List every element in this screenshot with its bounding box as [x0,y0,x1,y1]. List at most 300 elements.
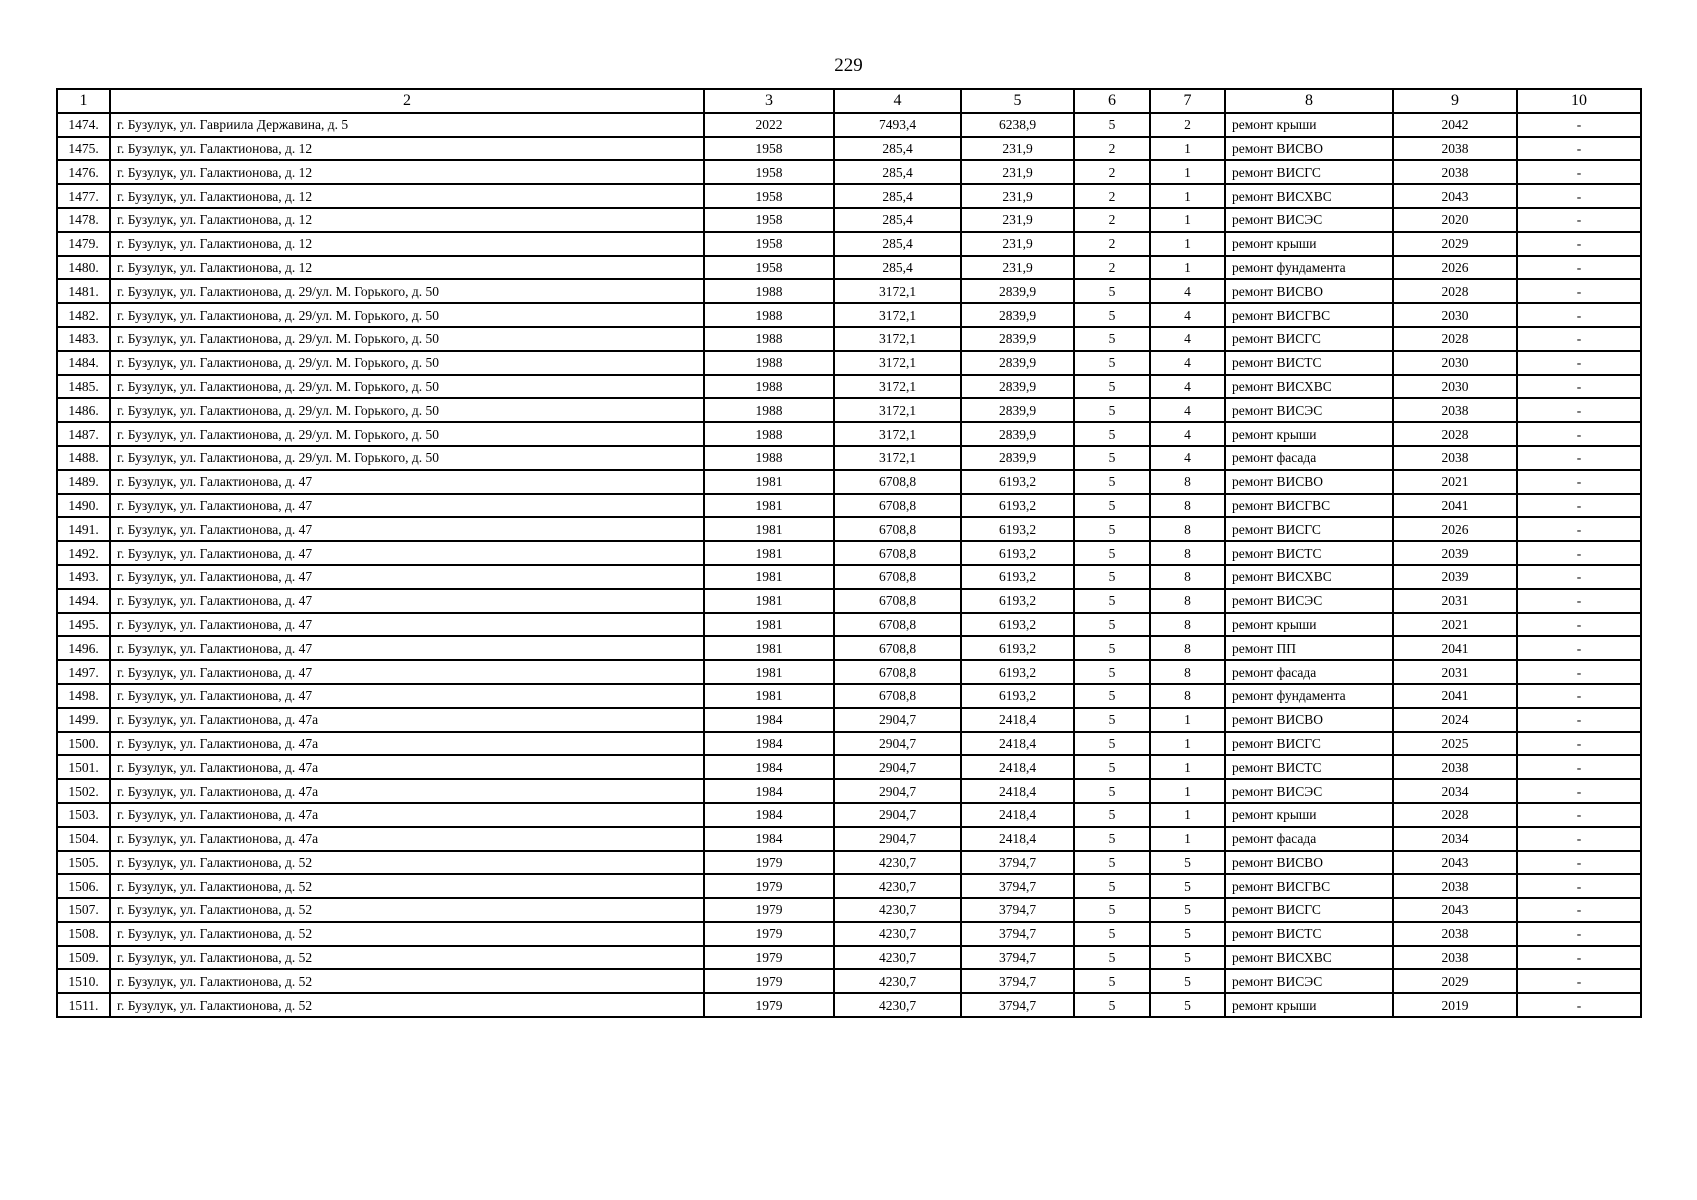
cell-note: - [1517,351,1641,375]
cell-entrances: 1 [1150,137,1225,161]
cell-note: - [1517,232,1641,256]
cell-work-type: ремонт ВИСВО [1225,851,1393,875]
cell-planned-year: 2029 [1393,969,1517,993]
table-row [57,517,1641,541]
cell-planned-year: 2026 [1393,256,1517,280]
cell-row-number: 1500. [57,732,110,756]
table-row [57,708,1641,732]
cell-work-type: ремонт ВИСЭС [1225,589,1393,613]
cell-year-built: 1958 [704,137,834,161]
cell-living-area: 6193,2 [961,636,1074,660]
cell-floors: 5 [1074,684,1150,708]
cell-planned-year: 2038 [1393,160,1517,184]
cell-work-type: ремонт ВИСТС [1225,351,1393,375]
cell-note: - [1517,993,1641,1017]
cell-total-area: 7493,4 [834,113,961,137]
cell-entrances: 4 [1150,422,1225,446]
cell-row-number: 1480. [57,256,110,280]
cell-row-number: 1507. [57,898,110,922]
cell-note: - [1517,113,1641,137]
cell-note: - [1517,446,1641,470]
cell-note: - [1517,494,1641,518]
cell-note: - [1517,303,1641,327]
cell-entrances: 5 [1150,993,1225,1017]
cell-entrances: 1 [1150,827,1225,851]
cell-address: г. Бузулук, ул. Галактионова, д. 29/ул. М. Горького, д. 50 [110,327,704,351]
cell-note: - [1517,708,1641,732]
cell-note: - [1517,398,1641,422]
cell-address: г. Бузулук, ул. Галактионова, д. 47а [110,779,704,803]
cell-living-area: 6193,2 [961,613,1074,637]
cell-total-area: 2904,7 [834,827,961,851]
cell-entrances: 8 [1150,636,1225,660]
cell-work-type: ремонт ВИСГС [1225,898,1393,922]
cell-year-built: 1979 [704,898,834,922]
cell-row-number: 1481. [57,279,110,303]
cell-address: г. Бузулук, ул. Галактионова, д. 47 [110,684,704,708]
cell-address: г. Бузулук, ул. Галактионова, д. 47а [110,803,704,827]
table-row [57,874,1641,898]
cell-work-type: ремонт ВИСЭС [1225,398,1393,422]
cell-year-built: 1981 [704,636,834,660]
cell-work-type: ремонт ВИСЭС [1225,208,1393,232]
cell-address: г. Бузулук, ул. Галактионова, д. 47а [110,755,704,779]
cell-planned-year: 2029 [1393,232,1517,256]
cell-work-type: ремонт крыши [1225,803,1393,827]
cell-entrances: 1 [1150,732,1225,756]
header-row [57,89,1641,113]
cell-planned-year: 2038 [1393,946,1517,970]
cell-entrances: 8 [1150,494,1225,518]
cell-floors: 5 [1074,874,1150,898]
cell-living-area: 3794,7 [961,922,1074,946]
cell-living-area: 231,9 [961,137,1074,161]
cell-year-built: 1958 [704,232,834,256]
cell-address: г. Бузулук, ул. Галактионова, д. 29/ул. М. Горького, д. 50 [110,375,704,399]
table-body [57,113,1641,1017]
cell-address: г. Бузулук, ул. Галактионова, д. 47 [110,660,704,684]
cell-year-built: 1984 [704,779,834,803]
cell-year-built: 1958 [704,184,834,208]
cell-living-area: 2839,9 [961,279,1074,303]
cell-work-type: ремонт крыши [1225,232,1393,256]
cell-floors: 5 [1074,779,1150,803]
cell-address: г. Бузулук, ул. Галактионова, д. 52 [110,874,704,898]
cell-floors: 5 [1074,732,1150,756]
cell-floors: 5 [1074,827,1150,851]
cell-floors: 5 [1074,303,1150,327]
cell-entrances: 4 [1150,279,1225,303]
table-row [57,946,1641,970]
table-row [57,279,1641,303]
cell-total-area: 4230,7 [834,874,961,898]
cell-planned-year: 2034 [1393,779,1517,803]
cell-work-type: ремонт ВИСХВС [1225,184,1393,208]
cell-year-built: 1958 [704,208,834,232]
cell-floors: 5 [1074,541,1150,565]
cell-row-number: 1503. [57,803,110,827]
cell-floors: 5 [1074,517,1150,541]
cell-living-area: 231,9 [961,184,1074,208]
cell-row-number: 1499. [57,708,110,732]
cell-year-built: 2022 [704,113,834,137]
cell-planned-year: 2038 [1393,922,1517,946]
cell-note: - [1517,851,1641,875]
cell-address: г. Бузулук, ул. Галактионова, д. 47 [110,589,704,613]
cell-planned-year: 2028 [1393,803,1517,827]
cell-work-type: ремонт ВИСЭС [1225,969,1393,993]
cell-entrances: 4 [1150,303,1225,327]
cell-year-built: 1958 [704,160,834,184]
cell-planned-year: 2030 [1393,303,1517,327]
cell-note: - [1517,827,1641,851]
cell-floors: 5 [1074,446,1150,470]
cell-year-built: 1981 [704,517,834,541]
cell-note: - [1517,946,1641,970]
cell-year-built: 1984 [704,732,834,756]
cell-planned-year: 2039 [1393,565,1517,589]
cell-row-number: 1488. [57,446,110,470]
cell-floors: 5 [1074,803,1150,827]
table-row [57,779,1641,803]
cell-work-type: ремонт ВИСХВС [1225,565,1393,589]
cell-total-area: 4230,7 [834,946,961,970]
table-row [57,541,1641,565]
cell-work-type: ремонт ВИСВО [1225,279,1393,303]
table-row [57,160,1641,184]
table-row [57,827,1641,851]
cell-planned-year: 2021 [1393,613,1517,637]
cell-living-area: 2418,4 [961,732,1074,756]
cell-year-built: 1988 [704,351,834,375]
cell-row-number: 1474. [57,113,110,137]
cell-entrances: 4 [1150,446,1225,470]
table-row [57,303,1641,327]
cell-work-type: ремонт крыши [1225,113,1393,137]
cell-total-area: 6708,8 [834,470,961,494]
cell-total-area: 4230,7 [834,898,961,922]
cell-address: г. Бузулук, ул. Галактионова, д. 12 [110,137,704,161]
header-col-3: 3 [704,89,834,113]
cell-entrances: 1 [1150,256,1225,280]
cell-floors: 5 [1074,375,1150,399]
cell-living-area: 3794,7 [961,946,1074,970]
cell-work-type: ремонт ВИСЭС [1225,779,1393,803]
header-col-2: 2 [110,89,704,113]
cell-planned-year: 2028 [1393,422,1517,446]
cell-work-type: ремонт ПП [1225,636,1393,660]
cell-address: г. Бузулук, ул. Галактионова, д. 47 [110,470,704,494]
cell-floors: 5 [1074,946,1150,970]
cell-address: г. Бузулук, ул. Галактионова, д. 47 [110,613,704,637]
cell-floors: 2 [1074,137,1150,161]
cell-entrances: 1 [1150,160,1225,184]
cell-planned-year: 2043 [1393,851,1517,875]
cell-entrances: 8 [1150,541,1225,565]
cell-planned-year: 2024 [1393,708,1517,732]
cell-work-type: ремонт крыши [1225,993,1393,1017]
header-col-7: 7 [1150,89,1225,113]
cell-address: г. Бузулук, ул. Галактионова, д. 47а [110,827,704,851]
cell-year-built: 1979 [704,946,834,970]
cell-living-area: 2839,9 [961,422,1074,446]
cell-row-number: 1476. [57,160,110,184]
cell-total-area: 6708,8 [834,517,961,541]
cell-work-type: ремонт фундамента [1225,684,1393,708]
cell-total-area: 6708,8 [834,684,961,708]
cell-address: г. Бузулук, ул. Галактионова, д. 29/ул. М. Горького, д. 50 [110,279,704,303]
table-row [57,256,1641,280]
cell-note: - [1517,256,1641,280]
table-row [57,375,1641,399]
cell-address: г. Бузулук, ул. Галактионова, д. 29/ул. М. Горького, д. 50 [110,446,704,470]
cell-living-area: 231,9 [961,160,1074,184]
cell-row-number: 1483. [57,327,110,351]
table-row [57,565,1641,589]
cell-address: г. Бузулук, ул. Галактионова, д. 52 [110,946,704,970]
cell-work-type: ремонт крыши [1225,613,1393,637]
cell-total-area: 3172,1 [834,446,961,470]
cell-living-area: 2418,4 [961,827,1074,851]
cell-year-built: 1981 [704,589,834,613]
cell-floors: 2 [1074,256,1150,280]
cell-year-built: 1979 [704,851,834,875]
table-row [57,113,1641,137]
cell-floors: 2 [1074,184,1150,208]
header-col-5: 5 [961,89,1074,113]
cell-address: г. Бузулук, ул. Галактионова, д. 12 [110,208,704,232]
cell-row-number: 1486. [57,398,110,422]
cell-row-number: 1489. [57,470,110,494]
cell-entrances: 1 [1150,779,1225,803]
cell-row-number: 1475. [57,137,110,161]
cell-row-number: 1508. [57,922,110,946]
cell-total-area: 4230,7 [834,993,961,1017]
cell-address: г. Бузулук, ул. Галактионова, д. 52 [110,851,704,875]
cell-row-number: 1505. [57,851,110,875]
cell-floors: 5 [1074,755,1150,779]
cell-total-area: 4230,7 [834,922,961,946]
cell-living-area: 2418,4 [961,708,1074,732]
cell-entrances: 8 [1150,589,1225,613]
cell-work-type: ремонт крыши [1225,422,1393,446]
cell-work-type: ремонт ВИСГВС [1225,494,1393,518]
cell-address: г. Бузулук, ул. Галактионова, д. 29/ул. М. Горького, д. 50 [110,351,704,375]
cell-living-area: 3794,7 [961,993,1074,1017]
cell-entrances: 1 [1150,208,1225,232]
cell-note: - [1517,803,1641,827]
cell-note: - [1517,160,1641,184]
table-row [57,470,1641,494]
cell-total-area: 6708,8 [834,541,961,565]
cell-year-built: 1984 [704,708,834,732]
cell-living-area: 3794,7 [961,851,1074,875]
cell-floors: 5 [1074,969,1150,993]
table-row [57,494,1641,518]
cell-year-built: 1981 [704,470,834,494]
header-col-4: 4 [834,89,961,113]
cell-row-number: 1485. [57,375,110,399]
cell-work-type: ремонт фасада [1225,827,1393,851]
cell-living-area: 2839,9 [961,398,1074,422]
table-row [57,446,1641,470]
cell-row-number: 1491. [57,517,110,541]
cell-planned-year: 2021 [1393,470,1517,494]
cell-address: г. Бузулук, ул. Галактионова, д. 47а [110,732,704,756]
cell-note: - [1517,565,1641,589]
page-number: 229 [834,55,863,76]
cell-note: - [1517,422,1641,446]
cell-work-type: ремонт фундамента [1225,256,1393,280]
cell-year-built: 1981 [704,541,834,565]
table-row [57,137,1641,161]
cell-entrances: 5 [1150,969,1225,993]
cell-note: - [1517,922,1641,946]
cell-year-built: 1981 [704,494,834,518]
cell-living-area: 2839,9 [961,375,1074,399]
cell-total-area: 2904,7 [834,755,961,779]
cell-entrances: 8 [1150,613,1225,637]
cell-planned-year: 2038 [1393,874,1517,898]
cell-floors: 5 [1074,708,1150,732]
cell-floors: 5 [1074,898,1150,922]
cell-living-area: 6193,2 [961,470,1074,494]
cell-living-area: 3794,7 [961,874,1074,898]
cell-entrances: 8 [1150,684,1225,708]
cell-total-area: 6708,8 [834,494,961,518]
cell-note: - [1517,613,1641,637]
cell-total-area: 4230,7 [834,969,961,993]
cell-floors: 5 [1074,351,1150,375]
cell-year-built: 1988 [704,279,834,303]
header-col-6: 6 [1074,89,1150,113]
cell-year-built: 1958 [704,256,834,280]
cell-total-area: 285,4 [834,208,961,232]
table-row [57,684,1641,708]
cell-note: - [1517,184,1641,208]
cell-entrances: 5 [1150,874,1225,898]
cell-note: - [1517,589,1641,613]
cell-year-built: 1984 [704,755,834,779]
cell-year-built: 1988 [704,327,834,351]
cell-living-area: 231,9 [961,232,1074,256]
cell-year-built: 1988 [704,446,834,470]
cell-work-type: ремонт ВИСХВС [1225,946,1393,970]
cell-entrances: 1 [1150,232,1225,256]
cell-planned-year: 2031 [1393,660,1517,684]
table-row [57,922,1641,946]
cell-address: г. Бузулук, ул. Галактионова, д. 52 [110,993,704,1017]
cell-floors: 2 [1074,160,1150,184]
cell-row-number: 1509. [57,946,110,970]
cell-row-number: 1497. [57,660,110,684]
cell-living-area: 231,9 [961,256,1074,280]
cell-living-area: 6193,2 [961,494,1074,518]
cell-living-area: 6193,2 [961,684,1074,708]
cell-row-number: 1502. [57,779,110,803]
table-row [57,898,1641,922]
cell-row-number: 1478. [57,208,110,232]
cell-note: - [1517,517,1641,541]
cell-floors: 5 [1074,636,1150,660]
table-row [57,351,1641,375]
cell-entrances: 8 [1150,565,1225,589]
cell-total-area: 4230,7 [834,851,961,875]
cell-living-area: 3794,7 [961,898,1074,922]
cell-year-built: 1979 [704,874,834,898]
cell-entrances: 4 [1150,351,1225,375]
cell-row-number: 1496. [57,636,110,660]
cell-year-built: 1988 [704,398,834,422]
cell-floors: 2 [1074,232,1150,256]
cell-living-area: 6193,2 [961,517,1074,541]
cell-address: г. Бузулук, ул. Галактионова, д. 12 [110,256,704,280]
cell-note: - [1517,541,1641,565]
cell-entrances: 8 [1150,660,1225,684]
cell-entrances: 8 [1150,470,1225,494]
table-row [57,636,1641,660]
cell-address: г. Бузулук, ул. Галактионова, д. 47а [110,708,704,732]
cell-address: г. Бузулук, ул. Галактионова, д. 47 [110,565,704,589]
cell-row-number: 1492. [57,541,110,565]
cell-address: г. Бузулук, ул. Галактионова, д. 12 [110,184,704,208]
cell-address: г. Бузулук, ул. Галактионова, д. 47 [110,494,704,518]
cell-year-built: 1981 [704,660,834,684]
cell-total-area: 3172,1 [834,422,961,446]
table-row [57,755,1641,779]
cell-planned-year: 2038 [1393,137,1517,161]
cell-work-type: ремонт фасада [1225,446,1393,470]
cell-work-type: ремонт ВИСТС [1225,755,1393,779]
cell-note: - [1517,375,1641,399]
table-row [57,208,1641,232]
cell-year-built: 1981 [704,613,834,637]
table-row [57,851,1641,875]
table-row [57,803,1641,827]
cell-note: - [1517,137,1641,161]
cell-planned-year: 2043 [1393,184,1517,208]
table-row [57,993,1641,1017]
cell-total-area: 2904,7 [834,708,961,732]
cell-planned-year: 2034 [1393,827,1517,851]
cell-year-built: 1981 [704,565,834,589]
cell-total-area: 285,4 [834,184,961,208]
cell-year-built: 1979 [704,969,834,993]
cell-row-number: 1494. [57,589,110,613]
cell-work-type: ремонт фасада [1225,660,1393,684]
table-row [57,589,1641,613]
cell-work-type: ремонт ВИСГВС [1225,874,1393,898]
cell-row-number: 1495. [57,613,110,637]
cell-total-area: 3172,1 [834,398,961,422]
table-row [57,969,1641,993]
cell-work-type: ремонт ВИСВО [1225,708,1393,732]
cell-floors: 5 [1074,851,1150,875]
cell-planned-year: 2030 [1393,375,1517,399]
cell-address: г. Бузулук, ул. Галактионова, д. 52 [110,898,704,922]
cell-planned-year: 2043 [1393,898,1517,922]
cell-entrances: 1 [1150,184,1225,208]
table-row [57,660,1641,684]
cell-floors: 5 [1074,660,1150,684]
cell-planned-year: 2019 [1393,993,1517,1017]
cell-note: - [1517,327,1641,351]
cell-row-number: 1479. [57,232,110,256]
cell-total-area: 2904,7 [834,732,961,756]
cell-entrances: 1 [1150,708,1225,732]
cell-planned-year: 2028 [1393,327,1517,351]
cell-entrances: 1 [1150,803,1225,827]
